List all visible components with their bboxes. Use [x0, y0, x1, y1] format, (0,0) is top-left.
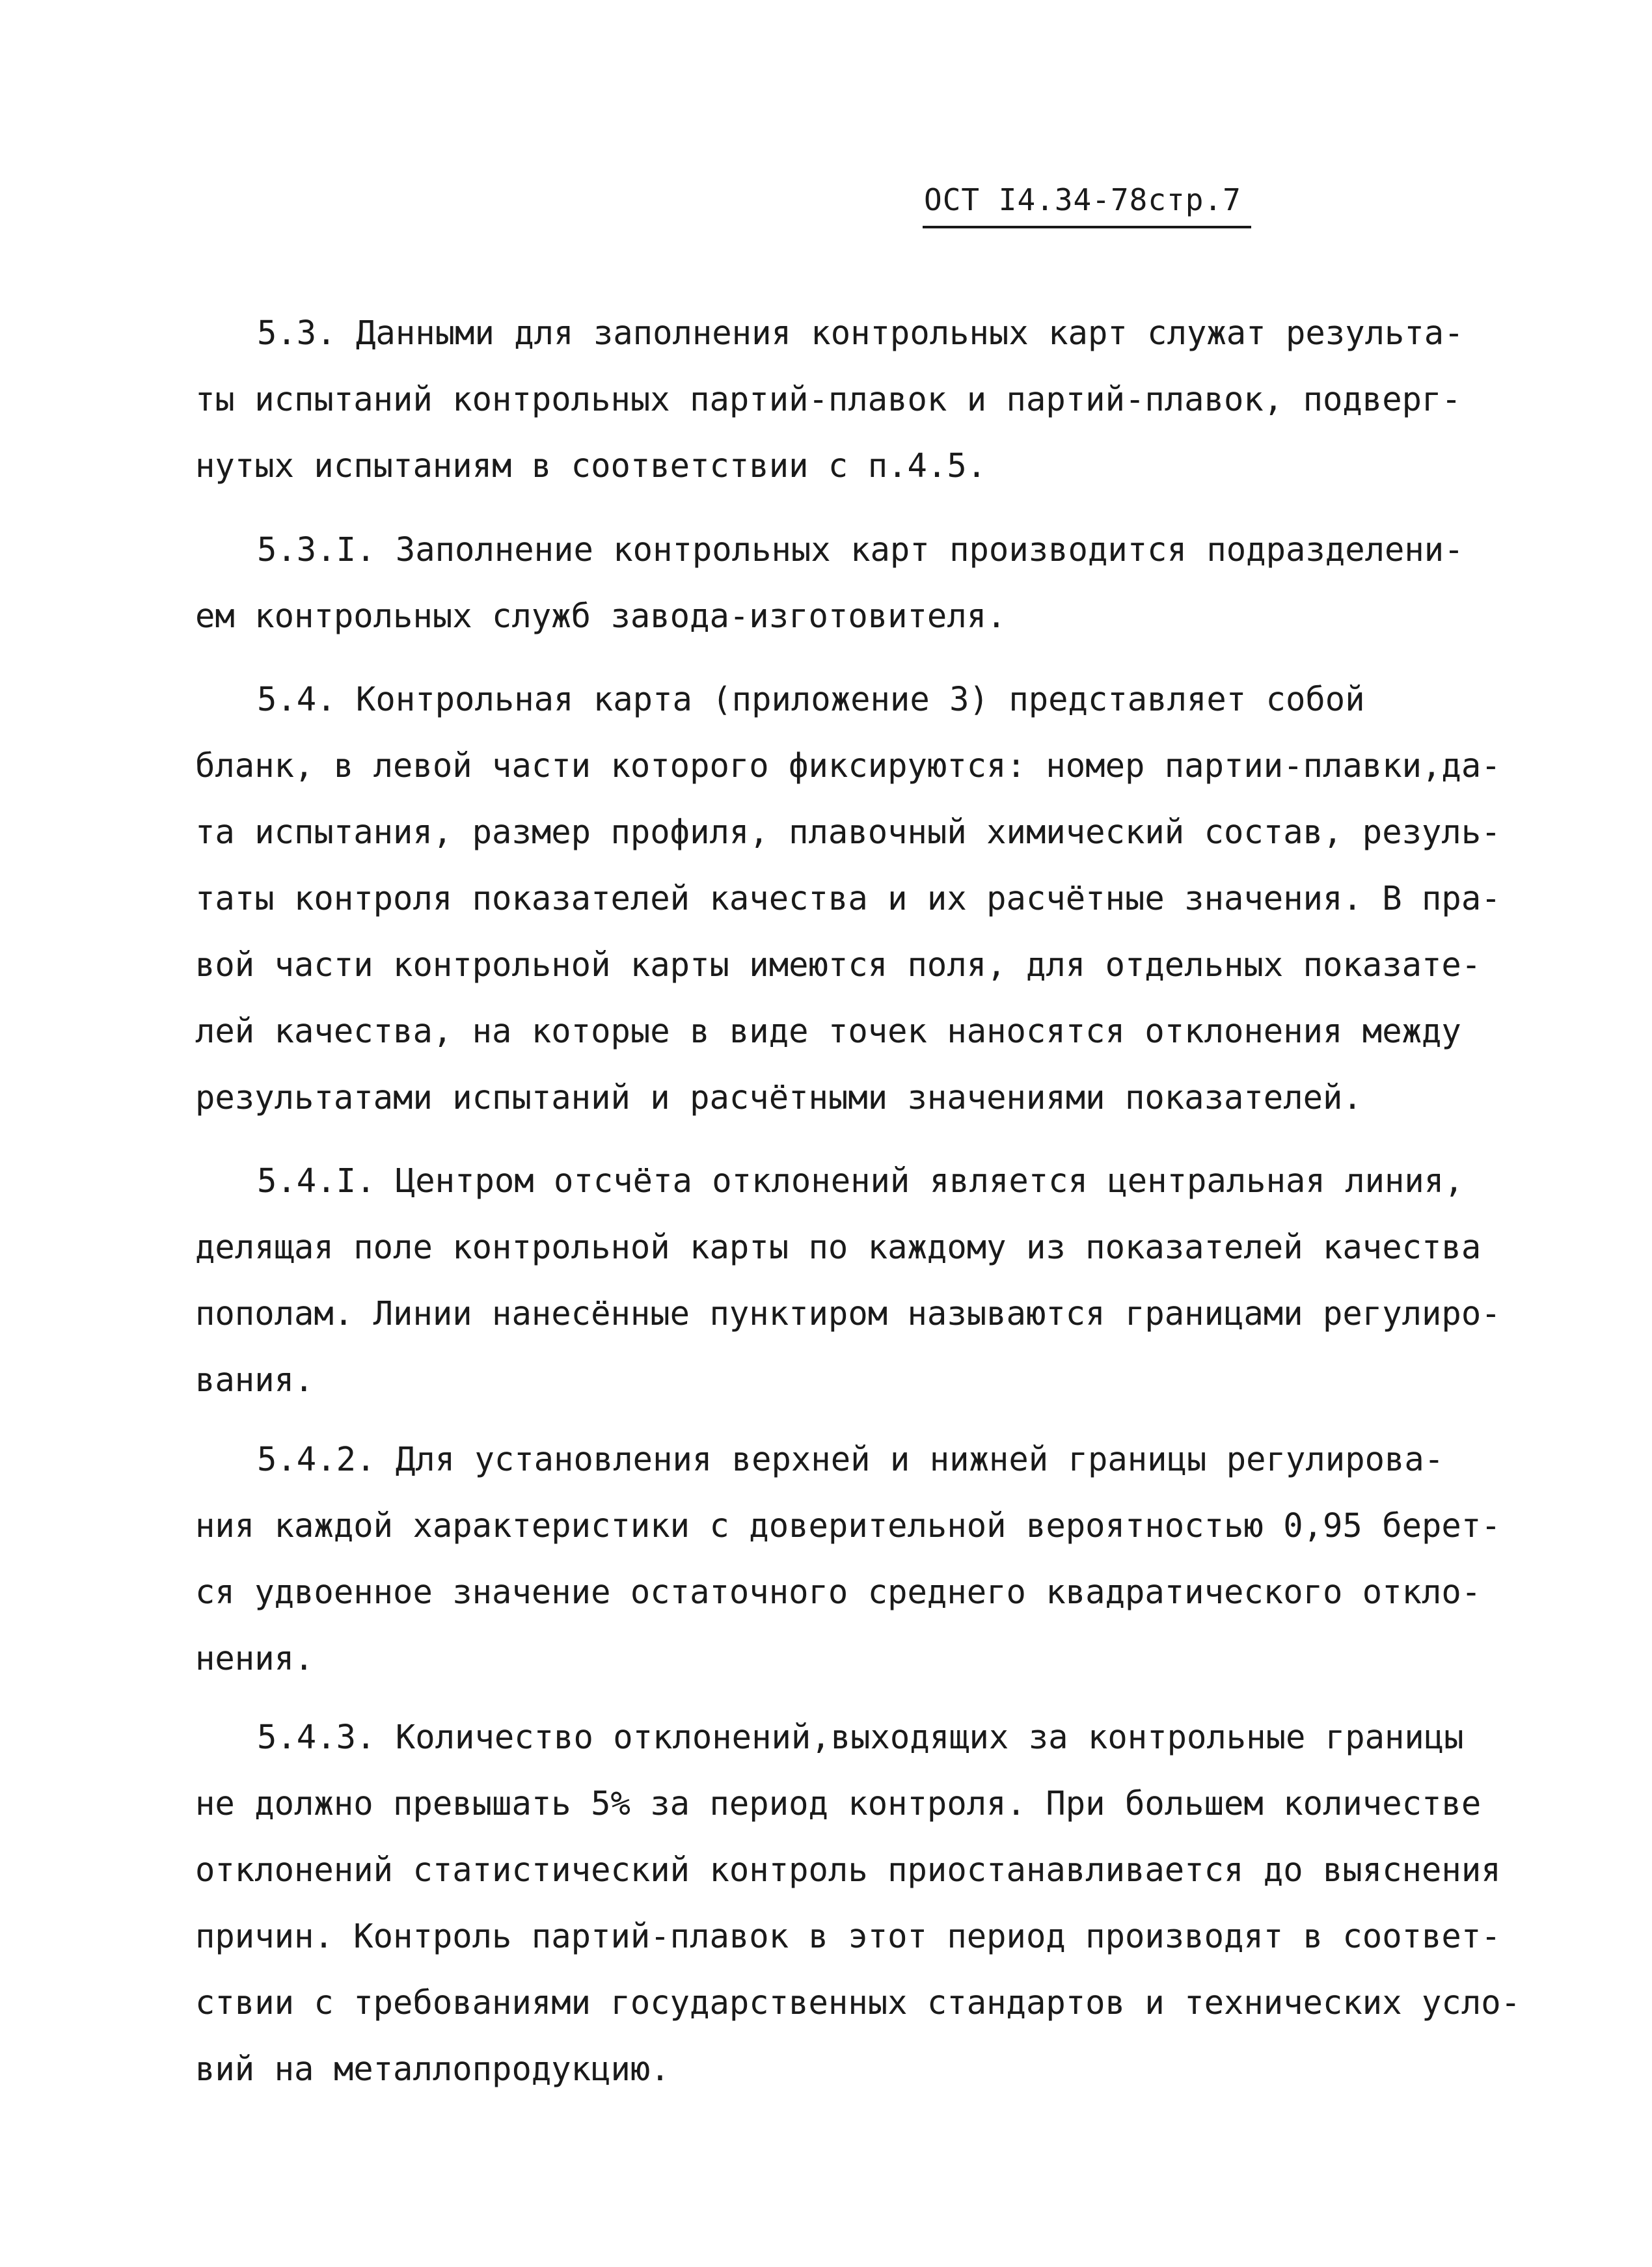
text-line: лей качества, на которые в виде точек наносятся отклонения между: [195, 1012, 1461, 1050]
text-line: результатами испытаний и расчётными значениями показателей.: [195, 1078, 1362, 1117]
text-line: вий на металлопродукцию.: [195, 2050, 670, 2088]
text-line: таты контроля показателей качества и их расчётные значения. В пра-: [195, 879, 1501, 917]
page-header: ОСТ I4.34-78стр.7: [924, 182, 1241, 217]
text-line: вания.: [195, 1361, 314, 1399]
text-line: ты испытаний контрольных партий-плавок и партий-плавок, подверг-: [195, 380, 1461, 418]
text-line: нутых испытаниям в соответствии с п.4.5.: [195, 446, 987, 485]
text-line: 5.4.I. Центром отсчёта отклонений является центральная линия,: [257, 1161, 1464, 1200]
text-line: 5.3. Данными для заполнения контрольных карт служат результа-: [257, 314, 1464, 352]
text-line: делящая поле контрольной карты по каждому из показателей качества: [195, 1228, 1482, 1266]
text-line: ся удвоенное значение остаточного среднего квадратического откло-: [195, 1573, 1482, 1611]
text-line: вой части контрольной карты имеются поля, для отдельных показате-: [195, 945, 1482, 984]
text-line: ем контрольных служб завода-изготовителя.: [195, 597, 1007, 635]
text-line: бланк, в левой части которого фиксируются: номер партии-плавки,да-: [195, 746, 1501, 785]
header-underline: [923, 226, 1251, 228]
text-line: причин. Контроль партий-плавок в этот период производят в соответ-: [195, 1917, 1501, 1955]
text-line: 5.4. Контрольная карта (приложение 3) представляет собой: [257, 680, 1365, 718]
text-line: 5.4.3. Количество отклонений,выходящих за контрольные границы: [257, 1718, 1464, 1756]
text-line: ния каждой характеристики с доверительной вероятностью 0,95 берет-: [195, 1506, 1501, 1545]
text-line: ствии с требованиями государственных стандартов и технических усло-: [195, 1983, 1521, 2022]
text-line: нения.: [195, 1639, 314, 1677]
text-line: та испытания, размер профиля, плавочный химический состав, резуль-: [195, 813, 1501, 851]
text-line: 5.3.I. Заполнение контрольных карт производится подразделени-: [257, 530, 1464, 569]
text-line: 5.4.2. Для установления верхней и нижней границы регулирова-: [257, 1440, 1444, 1478]
text-line: отклонений статистический контроль приостанавливается до выяснения: [195, 1851, 1501, 1889]
text-line: не должно превышать 5% за период контроля. При большем количестве: [195, 1784, 1482, 1823]
text-line: пополам. Линии нанесённые пунктиром называются границами регулиро-: [195, 1294, 1501, 1333]
